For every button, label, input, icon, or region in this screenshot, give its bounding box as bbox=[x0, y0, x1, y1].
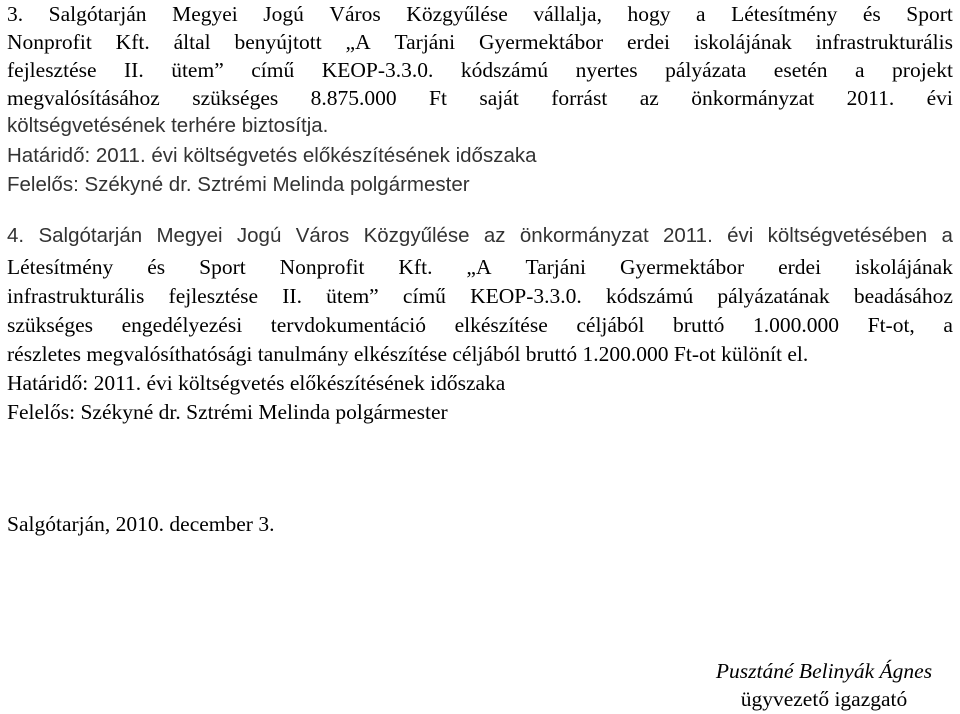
signatory-name: Pusztáné Belinyák Ágnes bbox=[715, 659, 933, 683]
section4-deadline: Határidő: 2011. évi költségvetés előkészítésének időszaka bbox=[7, 371, 506, 395]
place-date: Salgótarján, 2010. december 3. bbox=[7, 512, 275, 536]
section4-line-3: infrastrukturális fejlesztése II. ütem” című KEOP-3.3.0. kódszámú pályázatának beadásához bbox=[7, 284, 953, 308]
section3-line-3: fejlesztése II. ütem” című KEOP-3.3.0. kódszámú nyertes pályázata esetén a projekt bbox=[7, 58, 953, 82]
section4-line-1: 4. Salgótarján Megyei Jogú Város Közgyűlése az önkormányzat 2011. évi költségvetésében a bbox=[7, 224, 953, 247]
section3-responsible: Felelős: Székyné dr. Sztrémi Melinda polgármester bbox=[7, 173, 470, 196]
signatory-title: ügyvezető igazgató bbox=[740, 687, 908, 711]
section3-line-5: költségvetésének terhére biztosítja. bbox=[7, 114, 329, 137]
section3-line-2: Nonprofit Kft. által benyújtott „A Tarjáni Gyermektábor erdei iskolájának infrastrukturális bbox=[7, 30, 953, 54]
section3-line-4: megvalósításához szükséges 8.875.000 Ft saját forrást az önkormányzat 2011. évi bbox=[7, 86, 953, 110]
section3-line-1: 3. Salgótarján Megyei Jogú Város Közgyűlése vállalja, hogy a Létesítmény és Sport bbox=[7, 2, 953, 26]
section4-responsible: Felelős: Székyné dr. Sztrémi Melinda polgármester bbox=[7, 400, 448, 424]
section3-deadline: Határidő: 2011. évi költségvetés előkészítésének időszaka bbox=[7, 144, 537, 167]
section4-line-4: szükséges engedélyezési tervdokumentáció elkészítése céljából bruttó 1.000.000 Ft-ot, a bbox=[7, 313, 953, 337]
section4-line-5: részletes megvalósíthatósági tanulmány elkészítése céljából bruttó 1.200.000 Ft-ot különít el. bbox=[7, 342, 809, 366]
section4-line-2: Létesítmény és Sport Nonprofit Kft. „A Tarjáni Gyermektábor erdei iskolájának bbox=[7, 255, 953, 279]
